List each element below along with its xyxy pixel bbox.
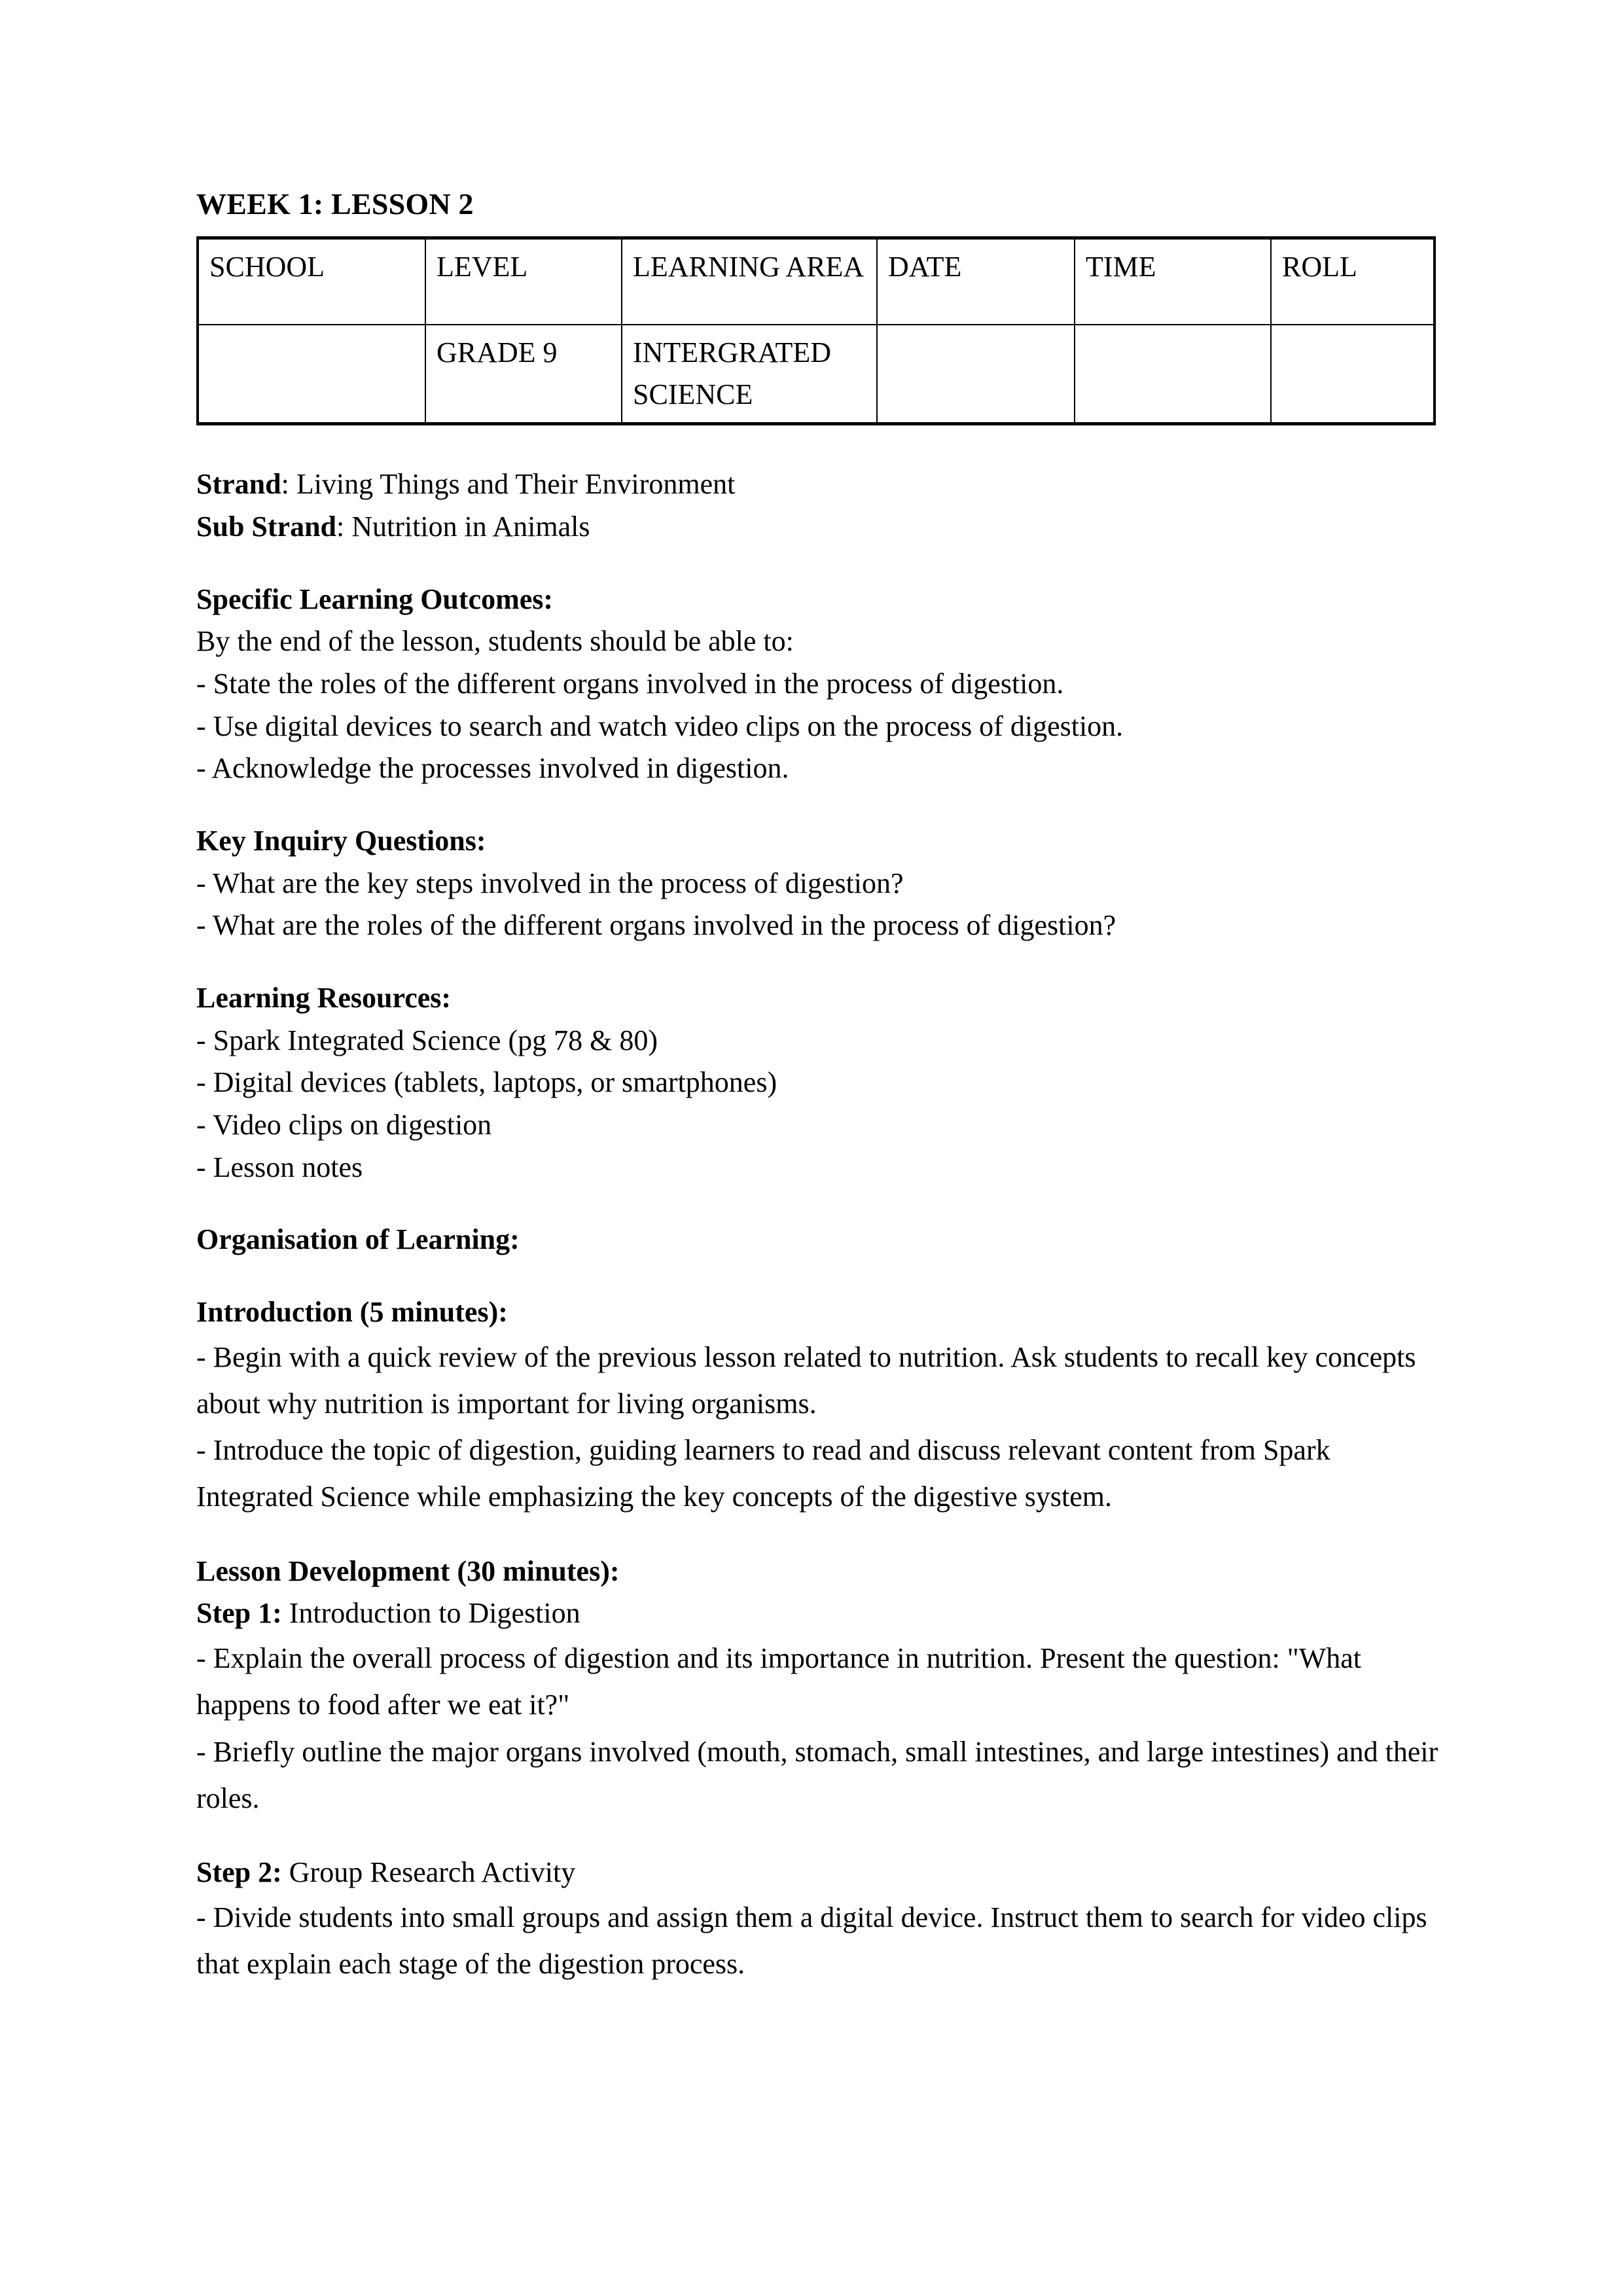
table-header-time: TIME <box>1075 238 1271 325</box>
strand-line <box>196 463 1440 506</box>
spacer <box>196 1189 1440 1219</box>
introduction-paragraph: - Begin with a quick review of the previous lesson related to nutrition. Ask students to recall key concepts about why nutrition is important for living organisms. <box>196 1340 1416 1420</box>
table-header-school: SCHOOL <box>198 238 425 325</box>
organisation-of-learning-heading: Organisation of Learning: <box>196 1223 520 1256</box>
table-cell-learning-area: INTERGRATED SCIENCE <box>622 325 877 424</box>
spacer <box>196 1520 1440 1551</box>
table-header-date: DATE <box>877 238 1075 325</box>
table-row <box>198 325 1435 424</box>
spacer <box>196 548 1440 579</box>
list-item: - Acknowledge the processes involved in digestion. <box>196 752 789 785</box>
spacer <box>196 1261 1440 1291</box>
specific-learning-outcomes-intro: By the end of the lesson, students should be able to: <box>196 625 794 658</box>
list-item: - State the roles of the different organs involved in the process of digestion. <box>196 667 1064 700</box>
table-cell-date <box>877 325 1075 424</box>
learning-resources-heading: Learning Resources: <box>196 981 452 1014</box>
list-item: - Spark Integrated Science (pg 78 & 80) <box>196 1024 658 1056</box>
list-item: - Use digital devices to search and watch video clips on the process of digestion. <box>196 709 1124 742</box>
spacer <box>196 790 1440 820</box>
step-2-title: Group Research Activity <box>281 1856 576 1889</box>
specific-learning-outcomes-heading: Specific Learning Outcomes: <box>196 583 554 615</box>
step-1-label: Step 1: <box>196 1597 282 1630</box>
sub-strand-label: Sub Strand <box>196 510 337 543</box>
key-inquiry-questions-heading: Key Inquiry Questions: <box>196 824 486 857</box>
table-cell-school <box>198 325 425 424</box>
table-header-roll: ROLL <box>1271 238 1435 325</box>
table-header-level: LEVEL <box>425 238 622 325</box>
lesson-info-table <box>196 236 1436 425</box>
step-1-paragraph: - Explain the overall process of digestion and its importance in nutrition. Present the question: "What happens to food after we eat it?" <box>196 1642 1362 1721</box>
strand-separator: : <box>281 468 296 501</box>
table-header-row <box>198 238 1435 325</box>
introduction-paragraph: - Introduce the topic of digestion, guiding learners to read and discuss relevant content from Spark Integrated Science while emphasizing the key concepts of the digestive system. <box>196 1434 1330 1513</box>
strand-value: Living Things and Their Environment <box>296 468 736 501</box>
strand-label: Strand <box>196 468 281 501</box>
page-title: WEEK 1: LESSON 2 <box>196 187 474 221</box>
table-cell-roll <box>1271 325 1435 424</box>
step-1-title: Introduction to Digestion <box>281 1597 580 1630</box>
introduction-heading: Introduction (5 minutes): <box>196 1295 508 1328</box>
table-cell-level: GRADE 9 <box>425 325 622 424</box>
list-item: - What are the roles of the different organs involved in the process of digestion? <box>196 909 1116 942</box>
table-header-learning-area: LEARNING AREA <box>622 238 877 325</box>
step-2-title-line <box>196 1852 1440 1894</box>
spacer <box>196 947 1440 977</box>
lesson-development-heading: Lesson Development (30 minutes): <box>196 1554 620 1587</box>
step-1-paragraph: - Briefly outline the major organs involved (mouth, stomach, small intestines, and large intestines) and their roles. <box>196 1735 1438 1814</box>
table-cell-time <box>1075 325 1271 424</box>
document-body <box>196 425 1440 1987</box>
step-2-label: Step 2: <box>196 1856 282 1889</box>
spacer <box>196 1821 1440 1852</box>
sub-strand-line <box>196 506 1440 548</box>
list-item: - What are the key steps involved in the process of digestion? <box>196 867 904 899</box>
sub-strand-separator: : <box>336 510 352 543</box>
step-2-paragraph: - Divide students into small groups and assign them a digital device. Instruct them to search for video clips that explain each stage of the digestion process. <box>196 1901 1427 1981</box>
list-item: - Video clips on digestion <box>196 1108 492 1141</box>
step-1-title-line <box>196 1592 1440 1635</box>
spacer <box>196 425 1440 463</box>
sub-strand-value: Nutrition in Animals <box>351 510 590 543</box>
list-item: - Digital devices (tablets, laptops, or smartphones) <box>196 1066 777 1099</box>
list-item: - Lesson notes <box>196 1151 363 1183</box>
